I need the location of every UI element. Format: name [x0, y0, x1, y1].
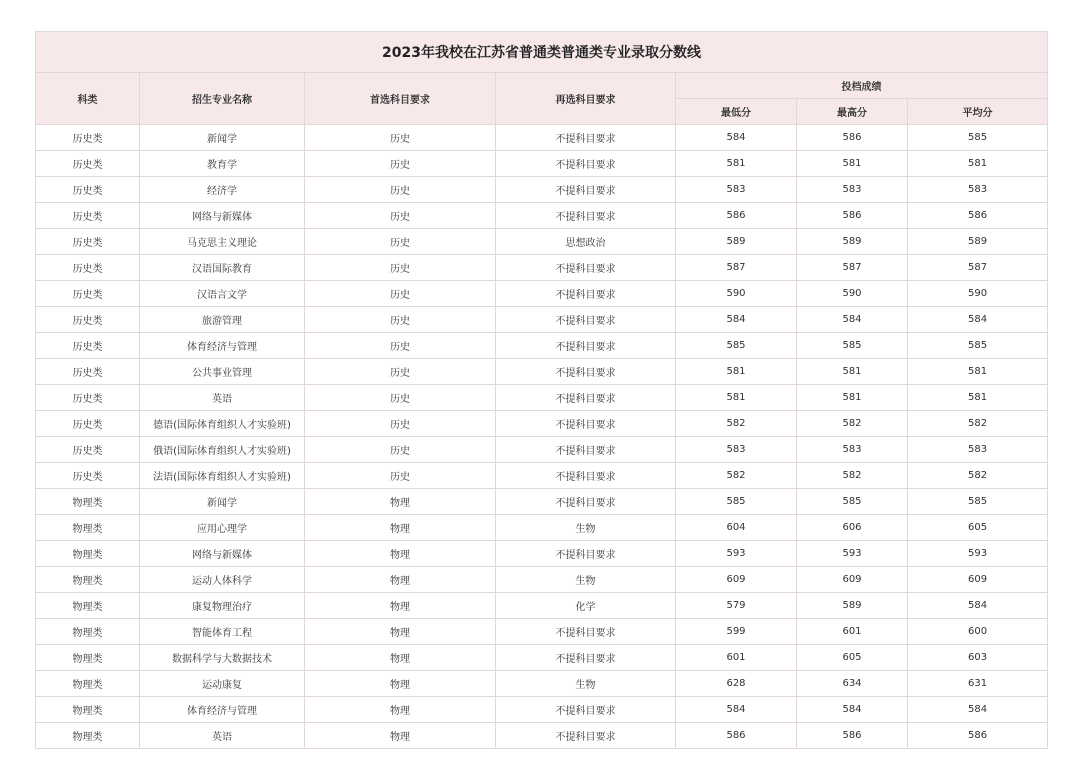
table-title: 2023年我校在江苏省普通类普通类专业录取分数线 — [36, 32, 1048, 73]
cell-avg-score: 605 — [908, 515, 1048, 541]
table-row — [36, 307, 1048, 333]
header-max-score: 最高分 — [797, 99, 908, 125]
cell-first-subject: 历史 — [305, 359, 496, 385]
cell-max-score: 582 — [797, 411, 908, 437]
cell-first-subject: 历史 — [305, 307, 496, 333]
cell-category: 历史类 — [36, 307, 140, 333]
admission-score-table — [35, 31, 1048, 749]
cell-major: 德语(国际体育组织人才实验班) — [140, 411, 305, 437]
cell-min-score: 581 — [676, 385, 797, 411]
cell-max-score: 581 — [797, 151, 908, 177]
cell-second-subject: 不提科目要求 — [496, 203, 676, 229]
cell-major: 教育学 — [140, 151, 305, 177]
cell-major: 汉语言文学 — [140, 281, 305, 307]
cell-avg-score: 586 — [908, 203, 1048, 229]
cell-max-score: 589 — [797, 593, 908, 619]
table-row — [36, 385, 1048, 411]
cell-min-score: 601 — [676, 645, 797, 671]
cell-category: 历史类 — [36, 125, 140, 151]
cell-second-subject: 生物 — [496, 567, 676, 593]
cell-second-subject: 不提科目要求 — [496, 411, 676, 437]
cell-min-score: 590 — [676, 281, 797, 307]
cell-min-score: 628 — [676, 671, 797, 697]
cell-min-score: 582 — [676, 411, 797, 437]
cell-first-subject: 历史 — [305, 333, 496, 359]
cell-avg-score: 583 — [908, 437, 1048, 463]
cell-min-score: 585 — [676, 333, 797, 359]
cell-min-score: 581 — [676, 151, 797, 177]
cell-min-score: 584 — [676, 697, 797, 723]
table-row — [36, 125, 1048, 151]
cell-min-score: 584 — [676, 307, 797, 333]
cell-avg-score: 587 — [908, 255, 1048, 281]
header-min-score: 最低分 — [676, 99, 797, 125]
cell-major: 马克思主义理论 — [140, 229, 305, 255]
table-row — [36, 333, 1048, 359]
table-row — [36, 489, 1048, 515]
cell-avg-score: 590 — [908, 281, 1048, 307]
cell-max-score: 601 — [797, 619, 908, 645]
cell-avg-score: 585 — [908, 125, 1048, 151]
cell-category: 物理类 — [36, 541, 140, 567]
cell-category: 历史类 — [36, 411, 140, 437]
cell-min-score: 586 — [676, 203, 797, 229]
cell-second-subject: 不提科目要求 — [496, 333, 676, 359]
cell-second-subject: 生物 — [496, 515, 676, 541]
cell-major: 运动人体科学 — [140, 567, 305, 593]
cell-major: 数据科学与大数据技术 — [140, 645, 305, 671]
cell-second-subject: 生物 — [496, 671, 676, 697]
cell-first-subject: 历史 — [305, 411, 496, 437]
cell-avg-score: 582 — [908, 463, 1048, 489]
table-row — [36, 151, 1048, 177]
cell-first-subject: 历史 — [305, 281, 496, 307]
cell-major: 网络与新媒体 — [140, 203, 305, 229]
cell-first-subject: 历史 — [305, 203, 496, 229]
table-row — [36, 541, 1048, 567]
cell-first-subject: 历史 — [305, 463, 496, 489]
cell-min-score: 585 — [676, 489, 797, 515]
cell-min-score: 579 — [676, 593, 797, 619]
cell-max-score: 634 — [797, 671, 908, 697]
cell-max-score: 586 — [797, 125, 908, 151]
cell-category: 物理类 — [36, 723, 140, 749]
cell-first-subject: 历史 — [305, 125, 496, 151]
cell-max-score: 584 — [797, 697, 908, 723]
cell-max-score: 582 — [797, 463, 908, 489]
cell-major: 新闻学 — [140, 489, 305, 515]
cell-second-subject: 不提科目要求 — [496, 385, 676, 411]
cell-category: 历史类 — [36, 177, 140, 203]
cell-avg-score: 631 — [908, 671, 1048, 697]
cell-first-subject: 历史 — [305, 437, 496, 463]
cell-first-subject: 物理 — [305, 645, 496, 671]
cell-first-subject: 物理 — [305, 541, 496, 567]
cell-max-score: 581 — [797, 359, 908, 385]
cell-min-score: 581 — [676, 359, 797, 385]
cell-major: 英语 — [140, 385, 305, 411]
cell-second-subject: 不提科目要求 — [496, 281, 676, 307]
cell-second-subject: 不提科目要求 — [496, 125, 676, 151]
cell-avg-score: 609 — [908, 567, 1048, 593]
cell-first-subject: 物理 — [305, 697, 496, 723]
table-row — [36, 411, 1048, 437]
cell-max-score: 593 — [797, 541, 908, 567]
cell-avg-score: 581 — [908, 359, 1048, 385]
cell-max-score: 589 — [797, 229, 908, 255]
cell-second-subject: 化学 — [496, 593, 676, 619]
cell-second-subject: 不提科目要求 — [496, 151, 676, 177]
table-row — [36, 437, 1048, 463]
cell-min-score: 593 — [676, 541, 797, 567]
cell-category: 历史类 — [36, 255, 140, 281]
cell-category: 历史类 — [36, 281, 140, 307]
cell-max-score: 581 — [797, 385, 908, 411]
table-row — [36, 281, 1048, 307]
header-score-group: 投档成绩 — [676, 73, 1048, 99]
cell-avg-score: 584 — [908, 697, 1048, 723]
cell-first-subject: 物理 — [305, 567, 496, 593]
cell-second-subject: 不提科目要求 — [496, 541, 676, 567]
header-major: 招生专业名称 — [140, 73, 305, 125]
cell-major: 旅游管理 — [140, 307, 305, 333]
header-first-subject: 首选科目要求 — [305, 73, 496, 125]
cell-major: 英语 — [140, 723, 305, 749]
cell-first-subject: 历史 — [305, 177, 496, 203]
cell-major: 体育经济与管理 — [140, 333, 305, 359]
cell-major: 经济学 — [140, 177, 305, 203]
cell-avg-score: 603 — [908, 645, 1048, 671]
cell-major: 运动康复 — [140, 671, 305, 697]
table-body — [36, 125, 1048, 749]
cell-category: 物理类 — [36, 515, 140, 541]
cell-min-score: 609 — [676, 567, 797, 593]
cell-category: 历史类 — [36, 203, 140, 229]
cell-second-subject: 不提科目要求 — [496, 463, 676, 489]
cell-max-score: 585 — [797, 489, 908, 515]
cell-major: 汉语国际教育 — [140, 255, 305, 281]
cell-category: 历史类 — [36, 359, 140, 385]
cell-max-score: 586 — [797, 203, 908, 229]
table-row — [36, 203, 1048, 229]
cell-category: 历史类 — [36, 385, 140, 411]
cell-max-score: 605 — [797, 645, 908, 671]
cell-min-score: 587 — [676, 255, 797, 281]
cell-max-score: 585 — [797, 333, 908, 359]
cell-major: 公共事业管理 — [140, 359, 305, 385]
cell-first-subject: 物理 — [305, 723, 496, 749]
cell-min-score: 599 — [676, 619, 797, 645]
cell-major: 应用心理学 — [140, 515, 305, 541]
table-row — [36, 515, 1048, 541]
cell-category: 物理类 — [36, 593, 140, 619]
cell-major: 体育经济与管理 — [140, 697, 305, 723]
cell-second-subject: 不提科目要求 — [496, 697, 676, 723]
cell-avg-score: 585 — [908, 489, 1048, 515]
cell-major: 新闻学 — [140, 125, 305, 151]
cell-avg-score: 600 — [908, 619, 1048, 645]
cell-major: 智能体育工程 — [140, 619, 305, 645]
cell-max-score: 606 — [797, 515, 908, 541]
cell-first-subject: 物理 — [305, 619, 496, 645]
cell-major: 法语(国际体育组织人才实验班) — [140, 463, 305, 489]
cell-second-subject: 不提科目要求 — [496, 723, 676, 749]
cell-second-subject: 不提科目要求 — [496, 177, 676, 203]
cell-second-subject: 不提科目要求 — [496, 489, 676, 515]
cell-min-score: 604 — [676, 515, 797, 541]
cell-avg-score: 581 — [908, 385, 1048, 411]
table-row — [36, 723, 1048, 749]
cell-second-subject: 不提科目要求 — [496, 255, 676, 281]
cell-min-score: 583 — [676, 437, 797, 463]
cell-max-score: 609 — [797, 567, 908, 593]
cell-major: 网络与新媒体 — [140, 541, 305, 567]
cell-min-score: 583 — [676, 177, 797, 203]
table-row — [36, 593, 1048, 619]
cell-avg-score: 585 — [908, 333, 1048, 359]
cell-avg-score: 582 — [908, 411, 1048, 437]
admission-table-container — [35, 31, 1047, 749]
table-row — [36, 619, 1048, 645]
cell-min-score: 586 — [676, 723, 797, 749]
cell-first-subject: 历史 — [305, 151, 496, 177]
table-row — [36, 567, 1048, 593]
cell-avg-score: 593 — [908, 541, 1048, 567]
cell-max-score: 583 — [797, 437, 908, 463]
table-row — [36, 697, 1048, 723]
cell-category: 历史类 — [36, 333, 140, 359]
cell-avg-score: 584 — [908, 307, 1048, 333]
cell-category: 物理类 — [36, 697, 140, 723]
cell-first-subject: 历史 — [305, 229, 496, 255]
cell-second-subject: 不提科目要求 — [496, 437, 676, 463]
cell-second-subject: 不提科目要求 — [496, 307, 676, 333]
table-row — [36, 177, 1048, 203]
cell-first-subject: 历史 — [305, 255, 496, 281]
cell-category: 物理类 — [36, 645, 140, 671]
header-second-subject: 再选科目要求 — [496, 73, 676, 125]
cell-category: 物理类 — [36, 619, 140, 645]
cell-category: 物理类 — [36, 671, 140, 697]
cell-min-score: 584 — [676, 125, 797, 151]
cell-max-score: 584 — [797, 307, 908, 333]
cell-first-subject: 物理 — [305, 489, 496, 515]
cell-major: 康复物理治疗 — [140, 593, 305, 619]
cell-first-subject: 物理 — [305, 515, 496, 541]
cell-max-score: 586 — [797, 723, 908, 749]
cell-avg-score: 589 — [908, 229, 1048, 255]
cell-second-subject: 不提科目要求 — [496, 359, 676, 385]
table-row — [36, 645, 1048, 671]
table-row — [36, 463, 1048, 489]
table-row — [36, 255, 1048, 281]
cell-avg-score: 581 — [908, 151, 1048, 177]
cell-category: 历史类 — [36, 151, 140, 177]
cell-category: 物理类 — [36, 489, 140, 515]
cell-category: 历史类 — [36, 437, 140, 463]
header-avg-score: 平均分 — [908, 99, 1048, 125]
cell-first-subject: 历史 — [305, 385, 496, 411]
cell-second-subject: 思想政治 — [496, 229, 676, 255]
cell-first-subject: 物理 — [305, 671, 496, 697]
cell-min-score: 582 — [676, 463, 797, 489]
table-row — [36, 359, 1048, 385]
cell-avg-score: 584 — [908, 593, 1048, 619]
cell-category: 物理类 — [36, 567, 140, 593]
cell-major: 俄语(国际体育组织人才实验班) — [140, 437, 305, 463]
cell-category: 历史类 — [36, 229, 140, 255]
table-row — [36, 229, 1048, 255]
cell-second-subject: 不提科目要求 — [496, 619, 676, 645]
cell-avg-score: 583 — [908, 177, 1048, 203]
cell-max-score: 583 — [797, 177, 908, 203]
table-row — [36, 671, 1048, 697]
cell-avg-score: 586 — [908, 723, 1048, 749]
cell-max-score: 590 — [797, 281, 908, 307]
cell-second-subject: 不提科目要求 — [496, 645, 676, 671]
cell-category: 历史类 — [36, 463, 140, 489]
cell-first-subject: 物理 — [305, 593, 496, 619]
cell-min-score: 589 — [676, 229, 797, 255]
header-category: 科类 — [36, 73, 140, 125]
cell-max-score: 587 — [797, 255, 908, 281]
